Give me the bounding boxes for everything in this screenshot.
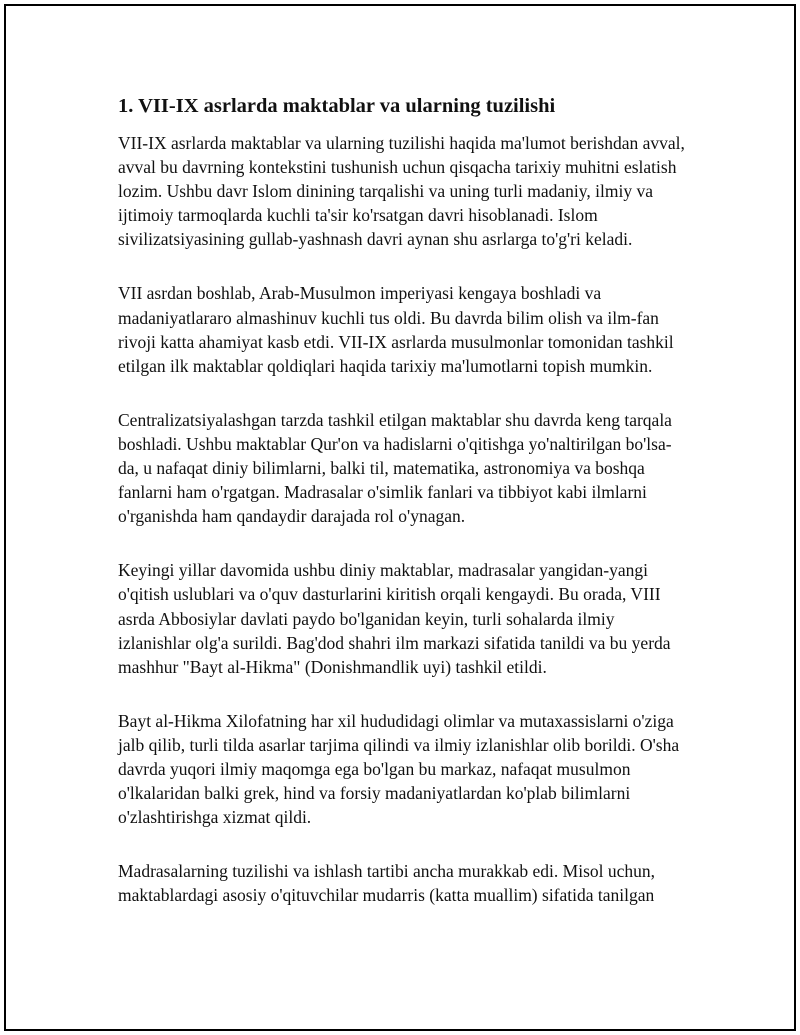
paragraph-3: Centralizatsiyalashgan tarzda tashkil etilgan maktablar shu davrda keng tarqala boshladi. Ushbu maktablar Qur'on va hadislarni o'qitishga yo'naltirilgan bo'lsa-da, u nafaqat diniy bilimlarni, balki til, matematika, astronomiya va boshqa fanlarni ham o'rgatgan. Madrasalar o'simlik fanlari va tibbiyot kabi ilmlarni o'rganishda ham qandaydir darajada rol o'ynagan.: [118, 409, 672, 527]
paragraph-2: VII asrdan boshlab, Arab-Musulmon imperiyasi kengaya boshladi va madaniyatlararo almashinuv kuchli tus oldi. Bu davrda bilim olish va ilm-fan rivoji katta ahamiyat kasb etdi. VII-IX asrlarda musulmonlar tomonidan tashkil etilgan ilk maktablar qoldiqlari haqida tarixiy ma'lumotlarni topish mumkin.: [118, 283, 674, 376]
paragraph-4: Keyingi yillar davomida ushbu diniy maktablar, madrasalar yangidan-yangi o'qitish uslublari va o'quv dasturlarini kiritish orqali kengaydi. Bu orada, VIII asrda Abbosiylar davlati paydo bo'lganidan keyin, turli sohalarda ilmiy izlanishlar olg'a surildi. Bag'dod shahri ilm markazi sifatida tanildi va bu yerda mashhur "Bayt al-Hikma" (Donishmandlik uyi) tashkil etildi.: [118, 560, 671, 677]
paragraph-1: VII-IX asrlarda maktablar va ularning tuzilishi haqida ma'lumot berishdan avval, avval bu davrning kontekstini tushunish uchun qisqacha tarixiy muhitni eslatish lozim. Ushbu davr Islom dinining tarqalishi va uning turli madaniy, ilmiy va ijtimoiy tarmoqlarda kuchli ta'sir ko'rsatgan davri hisoblanadi. Islom sivilizatsiyasining gullab-yashnash davri aynan shu asrlarga to'g'ri keladi.: [118, 133, 685, 250]
document-body: [118, 94, 688, 907]
paragraph-5: Bayt al-Hikma Xilofatning har xil hududidagi olimlar va mutaxassislarni o'ziga jalb qilib, turli tilda asarlar tarjima qilindi va ilmiy izlanishlar olib borildi. O'sha davrda yuqori ilmiy maqomga ega bo'lgan bu markaz, nafaqat musulmon o'lkalaridan balki grek, hind va forsiy madaniyatlardan ko'plab bilimlarni o'zlashtirishga xizmat qildi.: [118, 710, 680, 828]
section-heading: 1. VII-IX asrlarda maktablar va ularning tuzilishi: [118, 95, 556, 117]
paragraph-6: Madrasalarning tuzilishi va ishlash tartibi ancha murakkab edi. Misol uchun, maktablardagi asosiy o'qituvchilar mudarris (katta muallim) sifatida tanilgan: [118, 861, 656, 906]
